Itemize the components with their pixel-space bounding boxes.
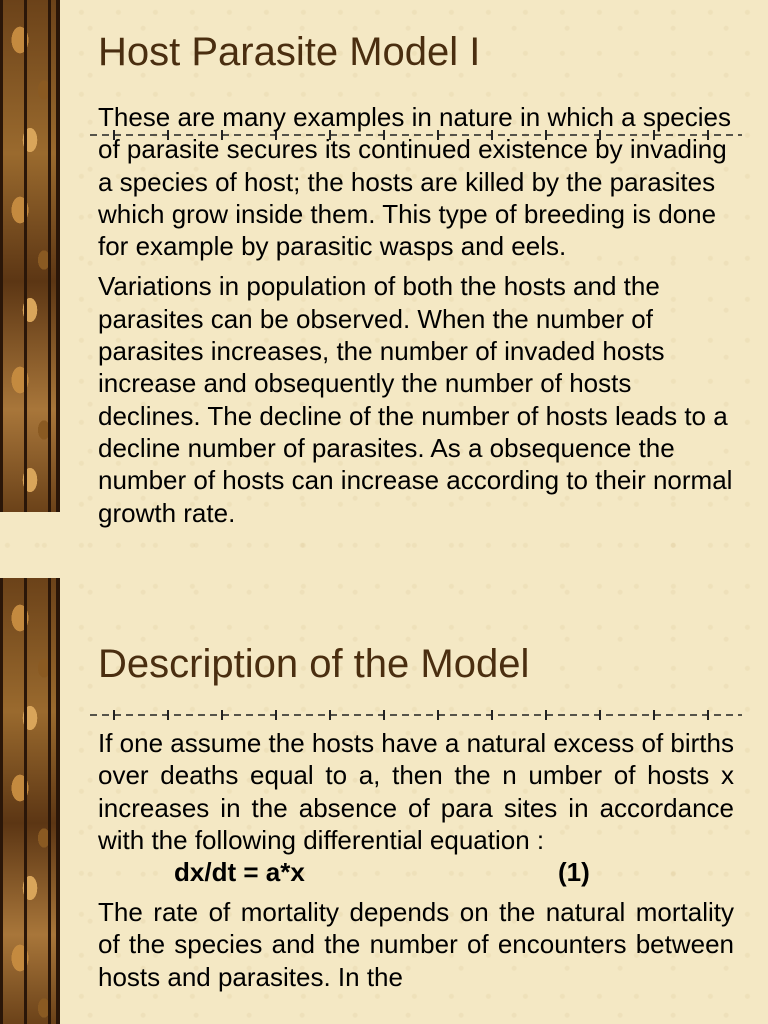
slide-description-of-model xyxy=(0,578,768,1024)
dashed-divider xyxy=(90,709,742,721)
slide-title: Host Parasite Model I xyxy=(98,30,481,74)
slide-gap xyxy=(0,512,768,578)
paragraph-mortality: The rate of mortality depends on the natural mortality of the species and the number of encounters between hosts and parasites. In the xyxy=(98,897,734,992)
slide-body xyxy=(98,727,738,1001)
slide-body xyxy=(98,101,738,537)
slide-title: Description of the Model xyxy=(98,642,530,686)
equation xyxy=(98,856,738,888)
paragraph-examples: These are many examples in nature in which a species of parasite secures its continued existence by invading a species of host; the hosts are killed by the parasites which grow inside them. This type of breeding is done for example by parasitic wasps and eels. xyxy=(98,102,731,262)
paragraph-births: If one assume the hosts have a natural excess of births over deaths equal to a, then the n umber of hosts x increases in the absence of para sites in accordance with the following differential equation : xyxy=(98,728,734,855)
paragraph-variations: Variations in population of both the hosts and the parasites can be observed. When the number of parasites increases, the number of invaded hosts increase and obsequently the number of hosts declines. The decline of the number of hosts leads to a decline number of parasites. As a obsequence the number of hosts can increase according to their normal growth rate. xyxy=(98,271,733,528)
equation-number: (1) xyxy=(558,857,590,888)
equation-expression: dx/dt = a*x xyxy=(174,857,305,888)
decorative-border xyxy=(0,0,60,512)
decorative-border xyxy=(0,578,60,1024)
